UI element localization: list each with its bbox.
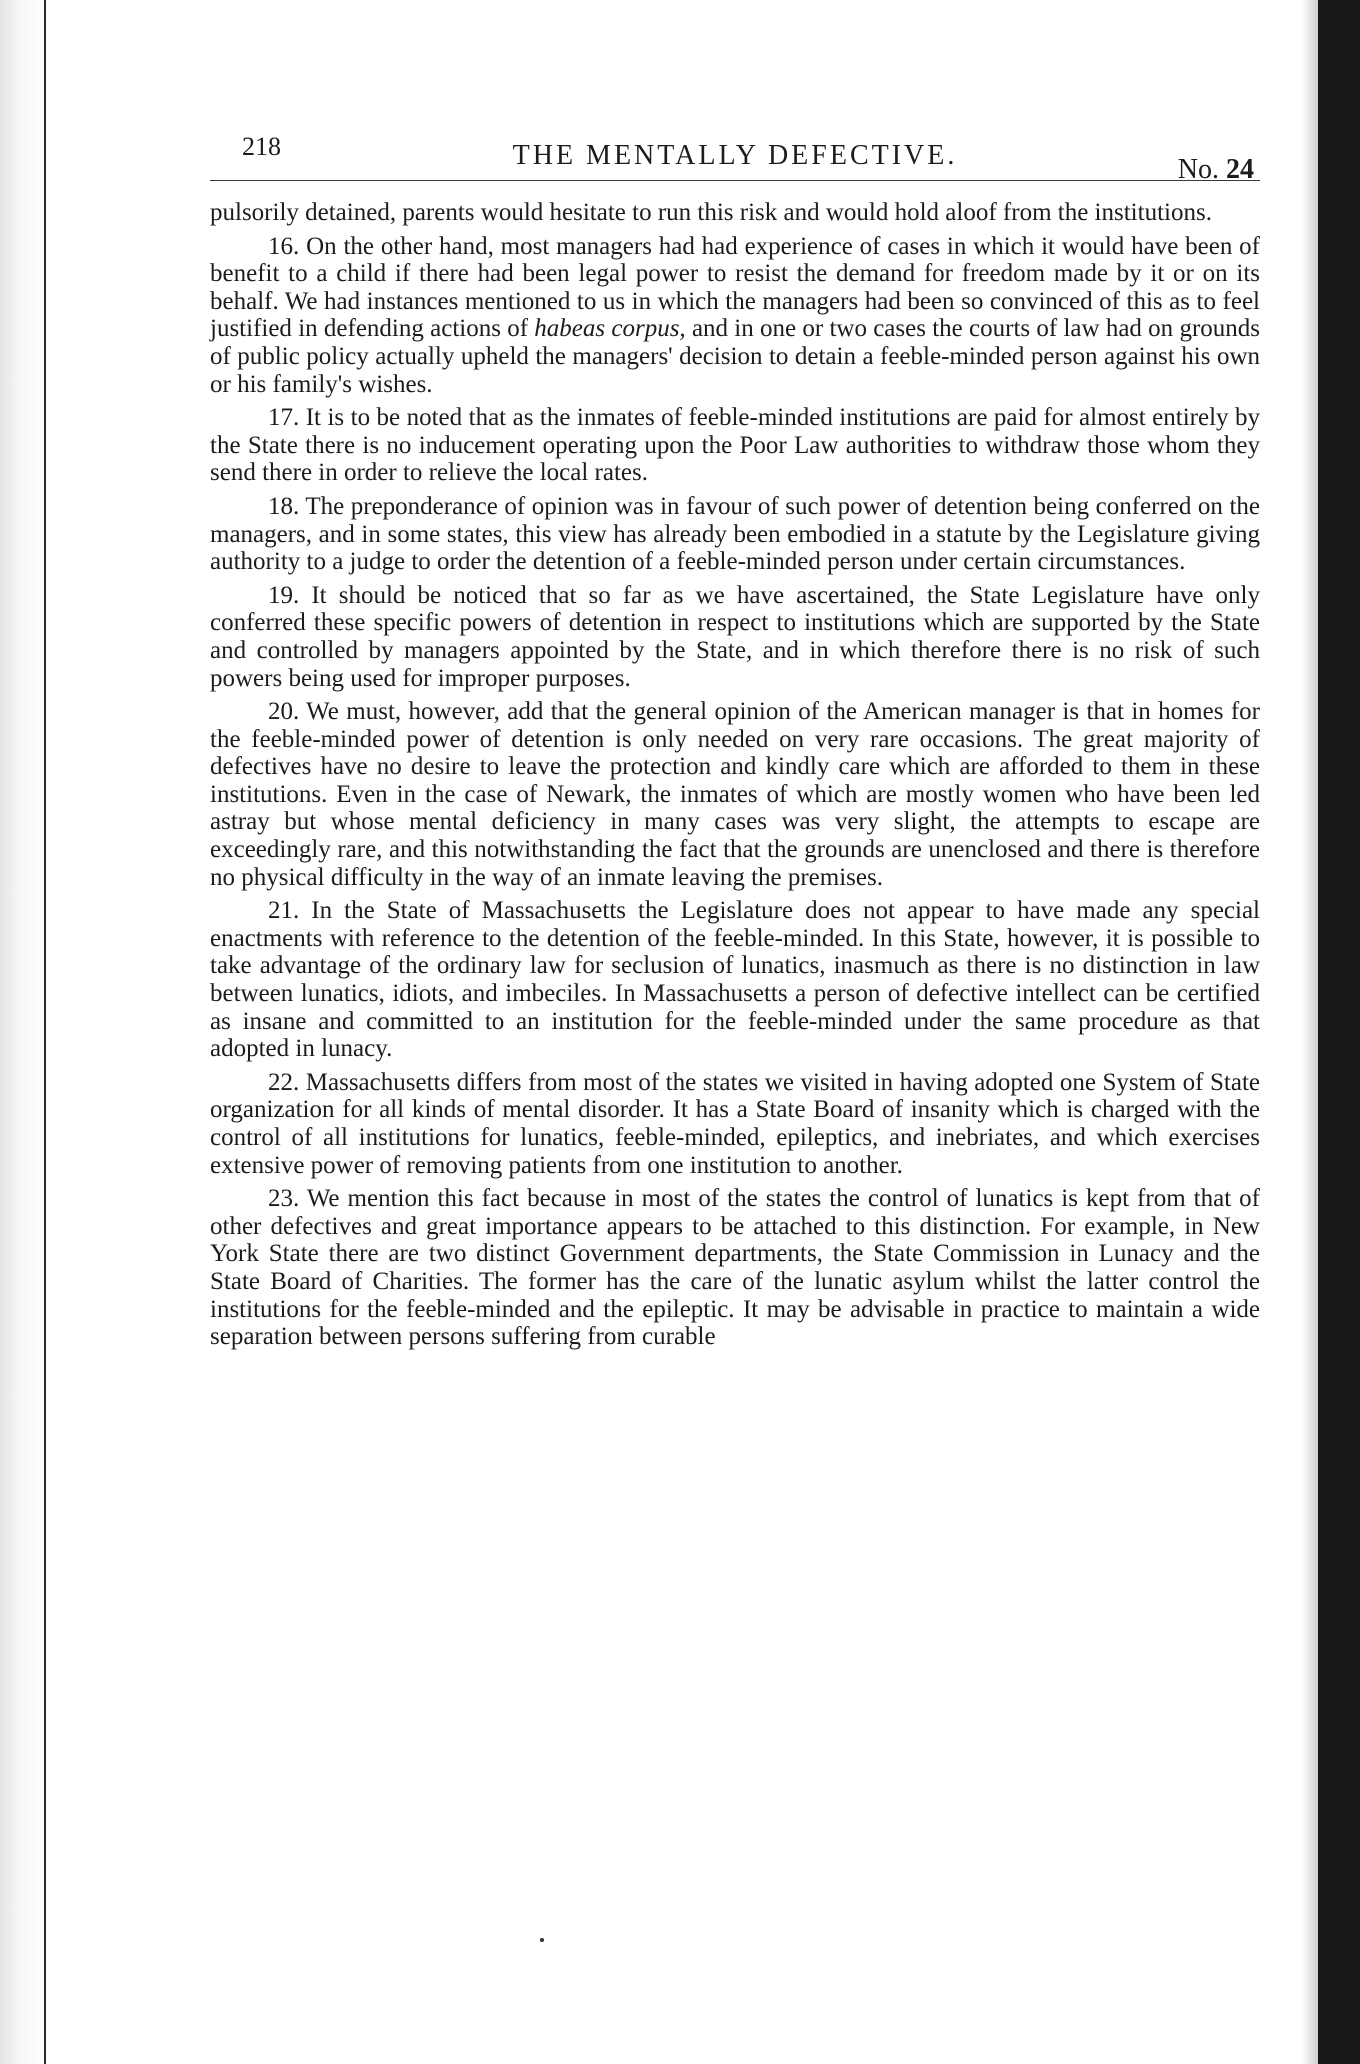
page-number: 218 xyxy=(242,132,281,161)
paragraph-16 xyxy=(210,233,1260,399)
paragraph-17: 17. It is to be noted that as the inmates of feeble-minded institutions are paid for almost entirely by the State there is no inducement operating upon the Poor Law authorities to withdraw those whom they send there in order to relieve the local rates. xyxy=(210,404,1260,487)
running-header xyxy=(210,118,1260,185)
book-cover-edge xyxy=(1318,0,1360,2064)
paragraph-18: 18. The preponderance of opinion was in favour of such power of detention being conferred on the managers, and in some states, this view has already been embodied in a statute by the Legislature giving authority to a judge to order the detention of a feeble-minded person under certain circumstances. xyxy=(210,492,1260,576)
paragraph-16-italic: habeas corpus, xyxy=(534,315,686,343)
page-gutter-shadow xyxy=(0,0,46,2064)
paragraph-16-text-b: and in one or two cases the courts of law had on grounds of public policy actually upheld the managers' decision to detain a feeble-minded person against his own or his family's wishes. xyxy=(210,315,1260,398)
paragraph-19: 19. It should be noticed that so far as we have ascertained, the State Legislature have only conferred these specific powers of detention in respect to institutions which are supported by the State and controlled by managers appointed by the State, and in which therefore there is no risk of such powers being used for improper purposes. xyxy=(210,581,1260,692)
document-number-value: 24 xyxy=(1226,154,1254,185)
paragraph-22: 22. Massachusetts differs from most of the states we visited in having adopted one System of State organization for all kinds of mental disorder. It has a State Board of insanity which is charged with the control of all institutions for lunatics, feeble-minded, epileptics, and inebriates, and which exercises extensive power of removing patients from one institution to another. xyxy=(210,1068,1260,1179)
scan-speck xyxy=(540,1938,544,1942)
document-number-label: No. xyxy=(1177,154,1219,185)
paragraph-23: 23. We mention this fact because in most of the states the control of lunatics is kept from that of other defectives and great importance appears to be attached to this distinction. For example, in New York State there are two distinct Government departments, the State Commission in Lunacy and the State Board of Charities. The former has the care of the lunatic asylum whilst the latter control the institutions for the feeble-minded and the epileptic. It may be advisable in practice to maintain a wide separation between persons suffering from curable xyxy=(210,1185,1260,1351)
book-page xyxy=(210,118,1260,1357)
paragraph-20: 20. We must, however, add that the general opinion of the American manager is that in homes for the feeble-minded power of detention is only needed on very rare occasions. The great majority of defectives have no desire to leave the protection and kindly care which are afforded to them in these institutions. Even in the case of Newark, the inmates of which are mostly women who have been led astray but whose mental deficiency in many cases was very slight, the attempts to escape are exceedingly rare, and this notwithstanding the fact that the grounds are unenclosed and there is therefore no physical difficulty in the way of an inmate leaving the premises. xyxy=(210,698,1260,891)
paragraph-16-text-a: 16. On the other hand, most managers had had experience of cases in which it would have been of benefit to a child if there had been legal power to resist the demand for freedom made by it or on its behalf. We had instances mentioned to us in which the managers had been so convinced of this as to feel justified in defending actions of xyxy=(210,232,1260,343)
paragraph-21: 21. In the State of Massachusetts the Legislature does not appear to have made any special enactments with reference to the detention of the feeble-minded. In this State, however, it is possible to take advantage of the ordinary law for seclusion of lunatics, inasmuch as there is no distinction in law between lunatics, idiots, and imbeciles. In Massachusetts a person of defective intellect can be certified as insane and committed to an institution for the feeble-minded under the same procedure as that adopted in lunacy. xyxy=(210,897,1260,1063)
body-text xyxy=(210,199,1260,1351)
document-number xyxy=(1178,154,1254,186)
page-fold-shade xyxy=(1302,0,1318,2064)
page-gutter-edge xyxy=(44,0,46,2064)
paragraph-continued: pulsorily detained, parents would hesitate to run this risk and would hold aloof from the institutions. xyxy=(210,199,1212,226)
running-title: THE MENTALLY DEFECTIVE. xyxy=(512,140,958,171)
